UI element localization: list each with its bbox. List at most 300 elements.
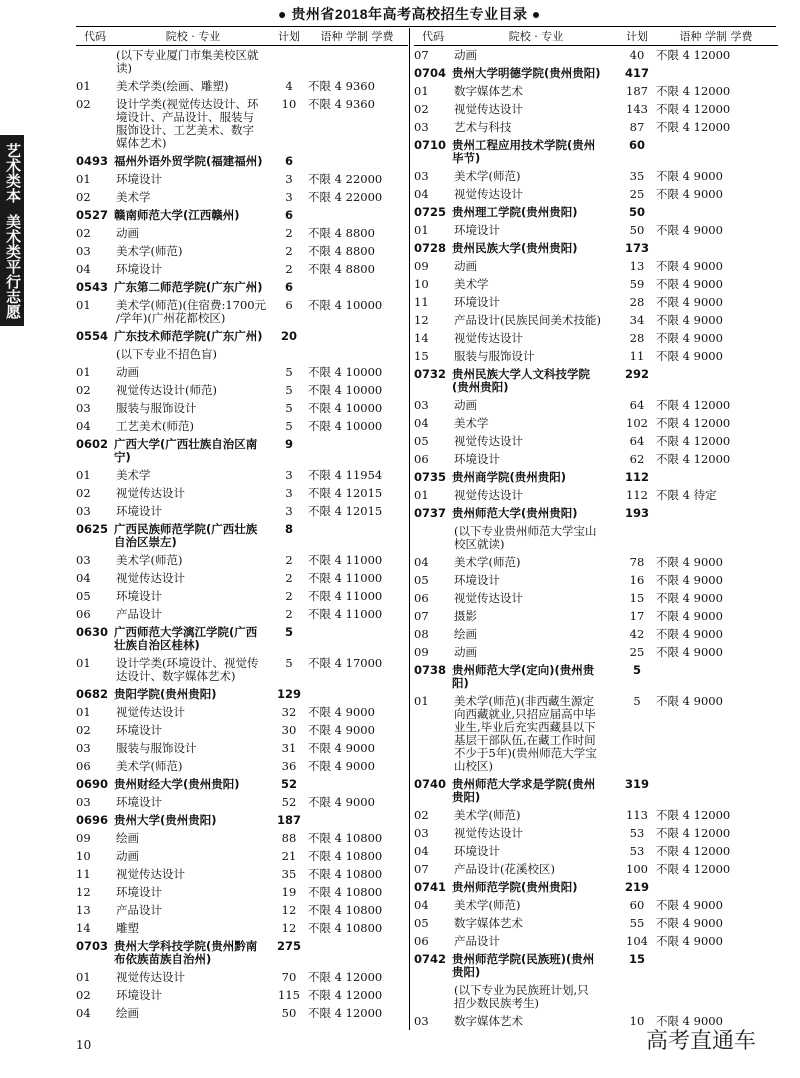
major-row bbox=[414, 82, 778, 100]
plan-cell: 6 bbox=[284, 153, 293, 168]
info-cell bbox=[654, 507, 778, 520]
name-cell: 绘画 bbox=[116, 830, 139, 845]
name-cell: 视觉传达设计 bbox=[454, 825, 523, 840]
info-cell bbox=[654, 953, 778, 979]
plan-cell: 2 bbox=[285, 606, 293, 621]
name-cell: 产品设计(花溪校区) bbox=[454, 861, 555, 876]
code-cell: 04 bbox=[76, 261, 91, 276]
major-row bbox=[414, 257, 778, 275]
major-row bbox=[414, 100, 778, 118]
code-cell: 05 bbox=[414, 433, 429, 448]
plan-cell: 6 bbox=[285, 297, 293, 312]
plan-cell: 5 bbox=[285, 364, 293, 379]
info-cell: 不限 4 10000 bbox=[308, 400, 383, 415]
info-cell: 不限 4 11000 bbox=[308, 588, 383, 603]
info-cell bbox=[306, 778, 408, 791]
school-row bbox=[414, 239, 778, 257]
major-row bbox=[76, 417, 408, 435]
code-cell: 0630 bbox=[76, 624, 109, 639]
name-cell: 贵州师范大学(贵州贵阳) bbox=[452, 505, 578, 520]
school-row bbox=[76, 152, 408, 170]
plan-cell: 319 bbox=[624, 776, 649, 791]
plan-cell: 2 bbox=[285, 588, 293, 603]
info-cell: 不限 4 8800 bbox=[308, 261, 375, 276]
plan-cell: 3 bbox=[285, 171, 293, 186]
name-cell: 绘画 bbox=[454, 626, 477, 641]
code-cell: 04 bbox=[76, 418, 91, 433]
code-cell: 0735 bbox=[414, 469, 447, 484]
code-cell: 01 bbox=[76, 969, 91, 984]
plan-cell: 42 bbox=[629, 626, 645, 641]
name-cell: 视觉传达设计 bbox=[454, 101, 523, 116]
name-cell: (以下专业为民族班计划,只 招少数民族考生) bbox=[454, 982, 589, 1010]
name-cell: 贵州大学科技学院(贵州黔南 布依族苗族自治州) bbox=[114, 938, 258, 966]
info-cell: 不限 4 12000 bbox=[656, 397, 731, 412]
info-cell bbox=[306, 688, 408, 701]
name-cell: 美术学 bbox=[454, 415, 489, 430]
code-cell: 0728 bbox=[414, 240, 447, 255]
info-cell: 不限 4 12000 bbox=[656, 415, 731, 430]
info-cell bbox=[654, 206, 778, 219]
name-cell: 美术学(师范)(非西藏生源定 向西藏就业,只招应届高中毕 业生,毕业后充实西藏县以下 基层干部队伍,在藏工作时间 不少于5年)(贵州师范大学宝 山校区) bbox=[454, 693, 597, 773]
code-cell: 03 bbox=[414, 825, 429, 840]
code-cell bbox=[76, 348, 114, 361]
info-cell: 不限 4 12000 bbox=[656, 119, 731, 134]
info-cell bbox=[654, 778, 778, 804]
info-cell: 不限 4 9360 bbox=[308, 96, 375, 111]
name-cell: 贵州师范大学(定向)(贵州贵 阳) bbox=[452, 662, 595, 690]
school-row bbox=[414, 64, 778, 82]
code-cell: 07 bbox=[414, 47, 429, 62]
right-column bbox=[414, 28, 778, 1030]
code-cell: 02 bbox=[76, 987, 91, 1002]
code-cell: 08 bbox=[414, 626, 429, 641]
major-row bbox=[76, 296, 408, 327]
info-cell: 不限 4 9000 bbox=[656, 644, 723, 659]
name-cell: 环境设计 bbox=[454, 843, 500, 858]
info-cell: 不限 4 9000 bbox=[308, 794, 375, 809]
plan-cell: 5 bbox=[285, 382, 293, 397]
info-cell bbox=[306, 626, 408, 652]
name-cell: 环境设计 bbox=[454, 451, 500, 466]
name-cell: 美术学(师范) bbox=[116, 758, 183, 773]
major-row bbox=[76, 587, 408, 605]
code-cell: 01 bbox=[414, 693, 429, 708]
name-cell: 环境设计 bbox=[116, 503, 162, 518]
name-cell: 贵州师范学院(民族班)(贵州 贵阳) bbox=[452, 951, 595, 979]
name-cell: 贵阳学院(贵州贵阳) bbox=[114, 686, 217, 701]
info-cell bbox=[306, 940, 408, 966]
plan-cell: 187 bbox=[276, 812, 301, 827]
major-row bbox=[414, 432, 778, 450]
info-cell: 不限 4 12015 bbox=[308, 503, 383, 518]
code-cell: 06 bbox=[414, 933, 429, 948]
plan-cell: 5 bbox=[632, 662, 641, 677]
code-cell: 03 bbox=[414, 1013, 429, 1028]
name-cell: 产品设计 bbox=[116, 902, 162, 917]
school-row bbox=[76, 435, 408, 466]
plan-cell: 112 bbox=[624, 469, 649, 484]
code-cell: 03 bbox=[76, 503, 91, 518]
code-cell: 0527 bbox=[76, 207, 109, 222]
name-cell: 服装与服饰设计 bbox=[454, 348, 535, 363]
major-row bbox=[414, 692, 778, 775]
info-cell: 不限 4 9000 bbox=[656, 897, 723, 912]
major-row bbox=[76, 901, 408, 919]
plan-cell: 19 bbox=[281, 884, 297, 899]
school-row bbox=[414, 203, 778, 221]
code-cell: 0738 bbox=[414, 662, 447, 677]
major-row bbox=[414, 118, 778, 136]
right-table-header bbox=[414, 28, 778, 46]
plan-cell: 10 bbox=[629, 1013, 645, 1028]
plan-cell: 60 bbox=[628, 137, 645, 152]
name-cell: 动画 bbox=[116, 364, 139, 379]
code-cell: 10 bbox=[76, 848, 91, 863]
code-cell: 0543 bbox=[76, 279, 109, 294]
major-row bbox=[414, 329, 778, 347]
name-cell: 动画 bbox=[454, 644, 477, 659]
info-cell: 不限 4 待定 bbox=[656, 487, 717, 502]
name-cell: 贵州财经大学(贵州贵阳) bbox=[114, 776, 240, 791]
code-cell: 0732 bbox=[414, 366, 447, 381]
code-cell: 01 bbox=[76, 297, 91, 312]
school-row bbox=[414, 878, 778, 896]
info-cell bbox=[306, 330, 408, 343]
plan-cell: 15 bbox=[629, 590, 645, 605]
info-cell: 不限 4 22000 bbox=[308, 171, 383, 186]
info-cell: 不限 4 9000 bbox=[656, 590, 723, 605]
major-row bbox=[76, 260, 408, 278]
major-row bbox=[414, 981, 778, 1012]
info-cell: 不限 4 8800 bbox=[308, 243, 375, 258]
name-cell: 贵州大学(贵州贵阳) bbox=[114, 812, 217, 827]
info-cell: 不限 4 9000 bbox=[308, 722, 375, 737]
plan-cell: 6 bbox=[284, 207, 293, 222]
plan-cell: 52 bbox=[280, 776, 297, 791]
info-cell: 不限 4 9000 bbox=[656, 693, 723, 708]
major-row bbox=[76, 170, 408, 188]
name-cell: 环境设计 bbox=[116, 987, 162, 1002]
code-cell: 01 bbox=[414, 222, 429, 237]
code-cell: 09 bbox=[414, 258, 429, 273]
plan-cell: 11 bbox=[629, 348, 645, 363]
info-cell: 不限 4 9000 bbox=[656, 554, 723, 569]
name-cell: 广东技术师范学院(广东广州) bbox=[114, 328, 263, 343]
plan-cell: 13 bbox=[629, 258, 645, 273]
plan-cell bbox=[272, 49, 306, 75]
info-cell: 不限 4 12000 bbox=[656, 101, 731, 116]
plan-cell bbox=[272, 348, 306, 361]
major-row bbox=[76, 865, 408, 883]
name-cell: 绘画 bbox=[116, 1005, 139, 1020]
info-cell: 不限 4 12000 bbox=[656, 861, 731, 876]
info-cell: 不限 4 12000 bbox=[656, 451, 731, 466]
code-cell: 01 bbox=[414, 487, 429, 502]
plan-cell: 60 bbox=[629, 897, 645, 912]
code-cell: 02 bbox=[414, 101, 429, 116]
plan-cell: 6 bbox=[284, 279, 293, 294]
major-row bbox=[414, 347, 778, 365]
plan-cell: 50 bbox=[629, 222, 645, 237]
info-cell: 不限 4 12000 bbox=[656, 825, 731, 840]
info-cell: 不限 4 10800 bbox=[308, 902, 383, 917]
school-row bbox=[414, 775, 778, 806]
code-cell: 07 bbox=[414, 608, 429, 623]
name-cell: 环境设计 bbox=[116, 171, 162, 186]
info-cell: 不限 4 12000 bbox=[308, 987, 383, 1002]
info-cell bbox=[306, 523, 408, 549]
code-cell: 01 bbox=[76, 171, 91, 186]
name-cell: 环境设计 bbox=[116, 588, 162, 603]
major-row bbox=[76, 605, 408, 623]
code-cell bbox=[76, 49, 114, 75]
plan-cell: 30 bbox=[281, 722, 297, 737]
info-cell: 不限 4 9000 bbox=[656, 330, 723, 345]
code-cell: 0742 bbox=[414, 951, 447, 966]
school-row bbox=[76, 775, 408, 793]
info-cell: 不限 4 9000 bbox=[656, 915, 723, 930]
code-cell: 01 bbox=[76, 364, 91, 379]
major-row bbox=[414, 311, 778, 329]
school-row bbox=[414, 136, 778, 167]
name-cell: 视觉传达设计 bbox=[116, 485, 185, 500]
name-cell: (以下专业厦门市集美校区就 读) bbox=[116, 47, 259, 75]
plan-cell: 40 bbox=[629, 47, 645, 62]
code-cell: 06 bbox=[414, 590, 429, 605]
info-cell: 不限 4 9000 bbox=[656, 933, 723, 948]
info-cell: 不限 4 9000 bbox=[656, 626, 723, 641]
info-cell bbox=[306, 438, 408, 464]
name-cell: 产品设计(民族民间美术技能) bbox=[454, 312, 601, 327]
code-cell: 11 bbox=[414, 294, 429, 309]
header-name: 院校 · 专业 bbox=[165, 30, 221, 43]
name-cell: 广东第二师范学院(广东广州) bbox=[114, 279, 263, 294]
name-cell: 环境设计 bbox=[116, 261, 162, 276]
name-cell: 贵州师范大学求是学院(贵州 贵阳) bbox=[452, 776, 596, 804]
info-cell: 不限 4 9000 bbox=[656, 276, 723, 291]
header-info: 语种 学制 学费 bbox=[679, 30, 753, 43]
major-row bbox=[414, 396, 778, 414]
name-cell: 服装与服饰设计 bbox=[116, 740, 197, 755]
code-cell: 05 bbox=[76, 588, 91, 603]
info-cell: 不限 4 12000 bbox=[656, 807, 731, 822]
major-row bbox=[414, 607, 778, 625]
info-cell: 不限 4 11000 bbox=[308, 606, 383, 621]
info-cell bbox=[654, 368, 778, 394]
plan-cell: 28 bbox=[629, 294, 645, 309]
code-cell: 01 bbox=[414, 83, 429, 98]
code-cell: 02 bbox=[76, 382, 91, 397]
info-cell: 不限 4 11000 bbox=[308, 570, 383, 585]
name-cell: 环境设计 bbox=[454, 572, 500, 587]
info-cell: 不限 4 17000 bbox=[308, 655, 383, 670]
name-cell: 美术学(师范)(住宿费:1700元 /学年)(广州花都校区) bbox=[116, 297, 267, 325]
major-row bbox=[76, 986, 408, 1004]
header-plan: 计划 bbox=[626, 30, 648, 43]
code-cell: 02 bbox=[76, 96, 91, 111]
plan-cell: 193 bbox=[624, 505, 649, 520]
info-cell: 不限 4 12000 bbox=[308, 1005, 383, 1020]
plan-cell: 53 bbox=[629, 843, 645, 858]
plan-cell: 59 bbox=[629, 276, 645, 291]
code-cell: 09 bbox=[414, 644, 429, 659]
code-cell: 02 bbox=[76, 189, 91, 204]
info-cell bbox=[654, 67, 778, 80]
info-cell bbox=[654, 664, 778, 690]
code-cell: 0710 bbox=[414, 137, 447, 152]
major-row bbox=[414, 486, 778, 504]
plan-cell: 16 bbox=[629, 572, 645, 587]
plan-cell: 417 bbox=[624, 65, 649, 80]
major-row bbox=[414, 842, 778, 860]
info-cell: 不限 4 12015 bbox=[308, 485, 383, 500]
plan-cell: 3 bbox=[285, 503, 293, 518]
name-cell: 环境设计 bbox=[116, 722, 162, 737]
plan-cell: 12 bbox=[281, 920, 297, 935]
major-row bbox=[76, 188, 408, 206]
code-cell: 0741 bbox=[414, 879, 447, 894]
name-cell: 数字媒体艺术 bbox=[454, 1013, 523, 1028]
plan-cell: 3 bbox=[285, 189, 293, 204]
code-cell: 07 bbox=[414, 861, 429, 876]
info-cell: 不限 4 10800 bbox=[308, 920, 383, 935]
plan-cell: 64 bbox=[629, 433, 645, 448]
major-row bbox=[76, 46, 408, 77]
major-row bbox=[414, 589, 778, 607]
code-cell: 04 bbox=[76, 1005, 91, 1020]
code-cell: 13 bbox=[76, 902, 91, 917]
code-cell: 01 bbox=[76, 704, 91, 719]
plan-cell: 129 bbox=[276, 686, 301, 701]
plan-cell: 32 bbox=[281, 704, 297, 719]
code-cell: 03 bbox=[414, 119, 429, 134]
name-cell: (以下专业不招色盲) bbox=[116, 346, 217, 361]
plan-cell: 104 bbox=[626, 933, 648, 948]
name-cell: 环境设计 bbox=[454, 222, 500, 237]
plan-cell: 2 bbox=[285, 552, 293, 567]
name-cell: 产品设计 bbox=[454, 933, 500, 948]
name-cell: 美术学(师范) bbox=[454, 554, 521, 569]
header-info: 语种 学制 学费 bbox=[320, 30, 394, 43]
code-cell: 0493 bbox=[76, 153, 109, 168]
info-cell: 不限 4 9000 bbox=[656, 312, 723, 327]
info-cell: 不限 4 10800 bbox=[308, 866, 383, 881]
name-cell: 视觉传达设计 bbox=[454, 487, 523, 502]
code-cell: 0703 bbox=[76, 938, 109, 953]
major-row bbox=[414, 571, 778, 589]
code-cell: 03 bbox=[76, 740, 91, 755]
code-cell: 0682 bbox=[76, 686, 109, 701]
name-cell: 美术学 bbox=[454, 276, 489, 291]
plan-cell bbox=[620, 984, 654, 1010]
plan-cell: 87 bbox=[629, 119, 645, 134]
major-row bbox=[76, 242, 408, 260]
code-cell: 0602 bbox=[76, 436, 109, 451]
school-row bbox=[76, 327, 408, 345]
code-cell: 03 bbox=[76, 794, 91, 809]
code-cell: 02 bbox=[76, 225, 91, 240]
plan-cell: 70 bbox=[281, 969, 297, 984]
major-row bbox=[414, 860, 778, 878]
info-cell: 不限 4 11954 bbox=[308, 467, 383, 482]
plan-cell: 52 bbox=[281, 794, 297, 809]
info-cell: 不限 4 9000 bbox=[656, 168, 723, 183]
major-row bbox=[76, 721, 408, 739]
code-cell: 03 bbox=[76, 400, 91, 415]
major-row bbox=[76, 569, 408, 587]
major-row bbox=[414, 293, 778, 311]
code-cell: 02 bbox=[76, 485, 91, 500]
code-cell: 09 bbox=[76, 830, 91, 845]
name-cell: 赣南师范大学(江西赣州) bbox=[114, 207, 240, 222]
major-row bbox=[76, 847, 408, 865]
plan-cell: 21 bbox=[281, 848, 297, 863]
school-row bbox=[414, 950, 778, 981]
major-row bbox=[76, 1004, 408, 1022]
name-cell: 贵州师范学院(贵州贵阳) bbox=[452, 879, 578, 894]
code-cell: 0725 bbox=[414, 204, 447, 219]
info-cell: 不限 4 10800 bbox=[308, 830, 383, 845]
code-cell: 05 bbox=[414, 915, 429, 930]
code-cell: 0737 bbox=[414, 505, 447, 520]
major-row bbox=[414, 414, 778, 432]
major-row bbox=[76, 77, 408, 95]
code-cell: 0554 bbox=[76, 328, 109, 343]
plan-cell: 64 bbox=[629, 397, 645, 412]
plan-cell: 100 bbox=[626, 861, 648, 876]
plan-cell: 35 bbox=[281, 866, 297, 881]
left-table-body bbox=[76, 46, 408, 1022]
name-cell: 贵州商学院(贵州贵阳) bbox=[452, 469, 567, 484]
code-cell: 01 bbox=[76, 467, 91, 482]
header-rule bbox=[76, 26, 776, 27]
name-cell: 视觉传达设计 bbox=[116, 969, 185, 984]
major-row bbox=[76, 363, 408, 381]
plan-cell: 15 bbox=[628, 951, 645, 966]
major-row bbox=[414, 932, 778, 950]
info-cell bbox=[654, 471, 778, 484]
plan-cell: 292 bbox=[624, 366, 649, 381]
left-column bbox=[76, 28, 408, 1022]
code-cell: 03 bbox=[76, 552, 91, 567]
plan-cell: 2 bbox=[285, 243, 293, 258]
info-cell: 不限 4 10000 bbox=[308, 364, 383, 379]
name-cell: 美术学(师范) bbox=[454, 807, 521, 822]
info-cell bbox=[306, 814, 408, 827]
plan-cell: 275 bbox=[276, 938, 301, 953]
name-cell: 环境设计 bbox=[116, 794, 162, 809]
name-cell: 美术学(师范) bbox=[116, 552, 183, 567]
major-row bbox=[76, 345, 408, 363]
name-cell: 环境设计 bbox=[116, 884, 162, 899]
name-cell: 服装与服饰设计 bbox=[116, 400, 197, 415]
major-row bbox=[76, 919, 408, 937]
info-cell: 不限 4 12000 bbox=[656, 843, 731, 858]
plan-cell: 50 bbox=[628, 204, 645, 219]
info-cell bbox=[654, 984, 778, 1010]
info-cell: 不限 4 9000 bbox=[656, 1013, 723, 1028]
school-row bbox=[76, 811, 408, 829]
name-cell: 环境设计 bbox=[454, 294, 500, 309]
info-cell: 不限 4 9000 bbox=[656, 186, 723, 201]
name-cell: 福州外语外贸学院(福建福州) bbox=[114, 153, 263, 168]
plan-cell: 34 bbox=[629, 312, 645, 327]
name-cell: 贵州工程应用技术学院(贵州 毕节) bbox=[452, 137, 596, 165]
name-cell: 设计学类(视觉传达设计、环 境设计、产品设计、服装与 服饰设计、工艺美术、数字 媒体艺术) bbox=[116, 96, 259, 150]
school-row bbox=[414, 365, 778, 396]
school-row bbox=[76, 937, 408, 968]
